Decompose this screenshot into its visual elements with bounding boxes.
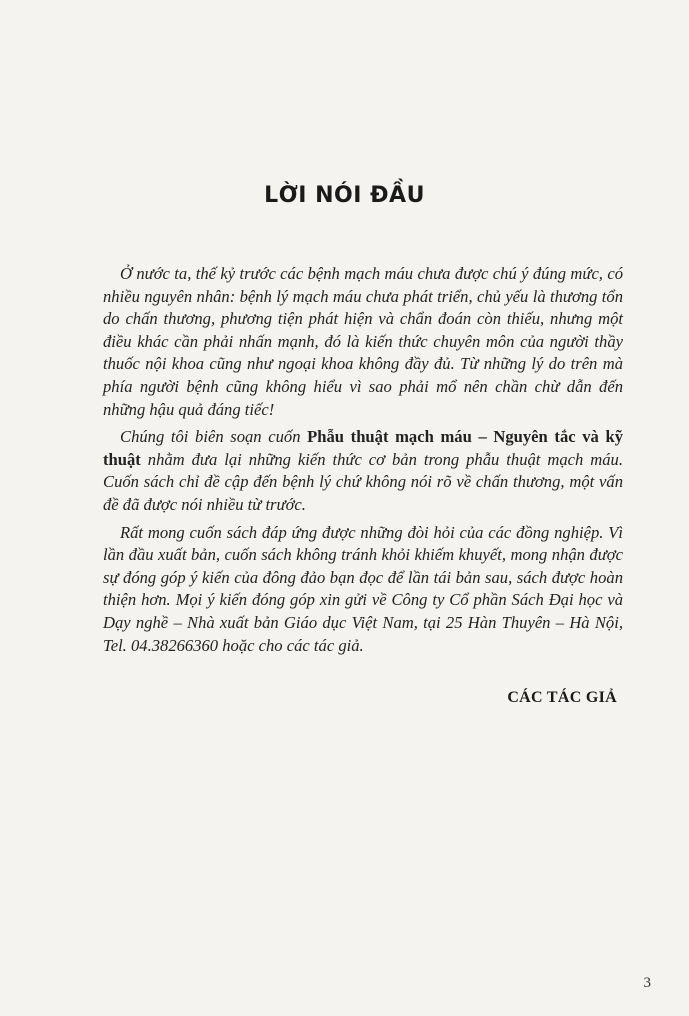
paragraph-3: Rất mong cuốn sách đáp ứng được những đòi hỏi của các đồng nghiệp. Vì lần đầu xuất bản, cuốn sách không tránh khỏi khiếm khuyết, mong nhận được sự đóng góp ý kiến của đông đảo bạn đọc để lần tái bản sau, sách được hoàn thiện hơn. Mọi ý kiến đóng góp xin gửi về Công ty Cổ phần Sách Đại học và Dạy nghề – Nhà xuất bản Giáo dục Việt Nam, tại 25 Hàn Thuyên – Hà Nội, Tel. 04.38266360 hoặc cho các tác giả. xyxy=(103,522,623,655)
paragraph-2-intro: Chúng tôi biên soạn cuốn xyxy=(120,427,308,447)
authors-signature: CÁC TÁC GIẢ xyxy=(507,689,617,706)
book-title: Phẫu thuật mạch máu – Nguyên tắc và kỹ thuật xyxy=(103,427,623,469)
paragraph-2-rest: nhằm đưa lại những kiến thức cơ bản trong phẫu thuật mạch máu. Cuốn sách chỉ đề cập đến bệnh lý chứ không nói rõ về chấn thương, một vấn đề đã được nói nhiều từ trước. xyxy=(103,449,623,514)
page-number: 3 xyxy=(643,975,651,991)
foreword-body xyxy=(103,263,623,662)
paragraph-1: Ở nước ta, thế kỷ trước các bệnh mạch máu chưa được chú ý đúng mức, có nhiều nguyên nhân: bệnh lý mạch máu chưa phát triển, chủ yếu là thương tổn do chấn thương, phương tiện phát hiện và chẩn đoán còn thiếu, nhưng một điều khác cần phải nhấn mạnh, đó là kiến thức chuyên môn của người thầy thuốc nội khoa cũng như ngoại khoa không đầy đủ. Từ những lý do trên mà phía người bệnh cũng không hiểu vì sao phải mổ nên chần chừ dẫn đến những hậu quả đáng tiếc! xyxy=(103,264,623,419)
paragraph-2 xyxy=(103,426,623,516)
page-title: LỜI NÓI ĐẦU xyxy=(264,183,425,208)
